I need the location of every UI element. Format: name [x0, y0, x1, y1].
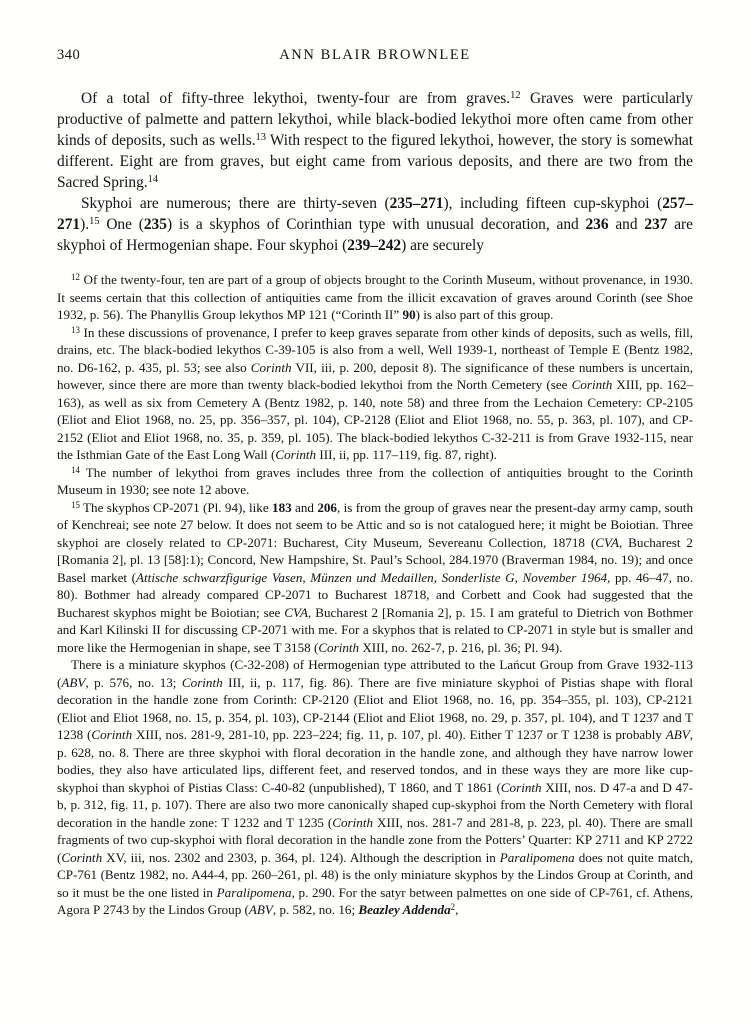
body-paragraph-1: Of a total of fifty-three lekythoi, twenty-four are from graves.$^{12}$ Graves were particularly productive of palmette and pattern lekythoi, while black-bodied lekythoi more often came from other kinds of deposits, such as wells.$^{13}$ With respect to the figured lekythoi, however, the story is somewhat different. Eight are from graves, but eight came from various deposits, and there are two from the Sacred Spring.$^{14}$	[57, 90, 694, 191]
body-text	[57, 88, 693, 256]
body-paragraph-2: Skyphoi are numerous; there are thirty-seven (235–271), including fifteen cup-skyphoi (257–271).$^{15}$ One (235) is a skyphos of Corinthian type with unusual decoration, and 236 and 237 are skyphoi of Hermogenian shape. Four skyphoi (239–242) are securely	[57, 195, 694, 254]
running-head: ANN BLAIR BROWNLEE	[279, 47, 471, 63]
footnote-15-continued: There is a miniature skyphos (C-32-208) of Hermogenian type attributed to the Lańcut Group from Grave 1932-113 (ABV, p. 576, no. 13; Corinth III, ii, p. 117, fig. 86). There are five miniature skyphoi of Pistias shape with floral decoration in the handle zone from Corinth: CP-2120 (Eliot and Eliot 1968, no. 16, pp. 354–355, pl. 103), CP-2121 (Eliot and Eliot 1968, no. 15, p. 354, pl. 103), CP-2144 (Eliot and Eliot 1968, no. 29, p. 357, pl. 104), and T 1237 and T 1238 (Corinth XIII, nos. 281-9, 281-10, pp. 223–224; fig. 11, p. 107, pl. 40). Either T 1237 or T 1238 is probably ABV, p. 628, no. 8. There are three skyphoi with floral decoration in the handle zone, and although they have narrow lower bodies, they also have articulated lips, different feet, and reserved tondos, and in these ways they are more like cup-skyphoi than skyphoi of Pistias Class: C-40-82 (unpublished), T 1860, and T 1861 (Corinth XIII, nos. D 47-a and D 47-b, p. 312, fig. 11, p. 107). There are also two more canonically shaped cup-skyphoi from the North Cemetery with floral decoration in the handle zone: T 1232 and T 1235 (Corinth XIII, nos. 281-7 and 281-8, p. 223, pl. 40). There are small fragments of two cup-skyphoi with floral decoration in the handle zone from the Potters’ Quarter: KP 2711 and KP 2722 (Corinth XV, iii, nos. 2302 and 2303, p. 364, pl. 124). Although the description in Paralipomena does not quite match, CP-761 (Bentz 1982, no. A44-4, pp. 260–261, pl. 48) is the only miniature skyphos by the Lindos Group at Corinth, and so it must be the one listed in Paralipomena, p. 290. For the satyr between palmettes on one side of CP-761, cf. Athens, Agora P 2743 by the Lindos Group (ABV, p. 582, no. 16; Beazley Addenda$^2$,	[57, 657, 694, 917]
footnote-12: $^{12}$ Of the twenty-four, ten are part of a group of objects brought to the Corinth Museum, without provenance, in 1930. It seems certain that this collection of antiquities came from the illicit excavation of graves around Corinth (see Shoe 1932, p. 56). The Phanyllis Group lekythos MP 121 (“Corinth II” 90) is also part of this group.	[57, 272, 693, 322]
footnotes-section	[57, 271, 693, 919]
footnote-13: $^{13}$ In these discussions of provenance, I prefer to keep graves separate from other kinds of deposits, such as wells, fill, drains, etc. The black-bodied lekythos C-39-105 is also from a well, Well 1939-1, northeast of Temple E (Bentz 1982, no. D6-162, p. 435, pl. 53; see also Corinth VII, iii, p. 200, deposit 8). The significance of these numbers is uncertain, however, since there are more than twenty black-bodied lekythoi from the North Cemetery (see Corinth XIII, pp. 162–163), as well as six from Cemetery A (Bentz 1982, p. 140, note 58) and three from the Lechaion Cemetery: CP-2105 (Eliot and Eliot 1968, no. 25, pp. 356–357, pl. 104), CP-2128 (Eliot and Eliot 1968, no. 55, p. 363, pl. 107), and CP-2152 (Eliot and Eliot 1968, no. 35, p. 359, pl. 105). The black-bodied lekythos C-32-211 is from Grave 1932-115, near the Isthmian Gate of the East Long Wall (Corinth III, ii, pp. 117–119, fig. 87, right).	[57, 324, 693, 462]
page-header	[57, 46, 693, 64]
page-number: 340	[57, 47, 81, 63]
footnote-15: $^{15}$ The skyphos CP-2071 (Pl. 94), like 183 and 206, is from the group of graves near the present-day army camp, south of Kenchreai; see note 27 below. It does not seem to be Attic and so is not catalogued here; it might be Boiotian. Three skyphoi are closely related to CP-2071: Bucharest, City Museum, Severeanu Collection, 18718 (CVA, Bucharest 2 [Romania 2], pl. 13 [58]:1); Concord, New Hampshire, St. Paul’s School, 284.1970 (Braverman 1984, no. 19); and once Basel market (Attische schwarzfigurige Vasen, Münzen und Medaillen, Sonderliste G, November 1964, pp. 46–47, no. 80). Bothmer had already compared CP-2071 to Bucharest 18718, and Corbett and Cook had suggested that the Bucharest skyphos might be Boiotian; see CVA, Bucharest 2 [Romania 2], p. 15. I am grateful to Dietrich von Bothmer and Karl Kilinski II for discussing CP-2071 with me. For a skyphos that is related to CP-2071 in style but is smaller and more like the Hermogenian in shape, see T 3158 (Corinth XIII, no. 262-7, p. 216, pl. 36; Pl. 94).	[57, 499, 693, 655]
footnote-14: $^{14}$ The number of lekythoi from graves includes three from the collection of antiquities brought to the Corinth Museum in 1930; see note 12 above.	[57, 464, 693, 497]
